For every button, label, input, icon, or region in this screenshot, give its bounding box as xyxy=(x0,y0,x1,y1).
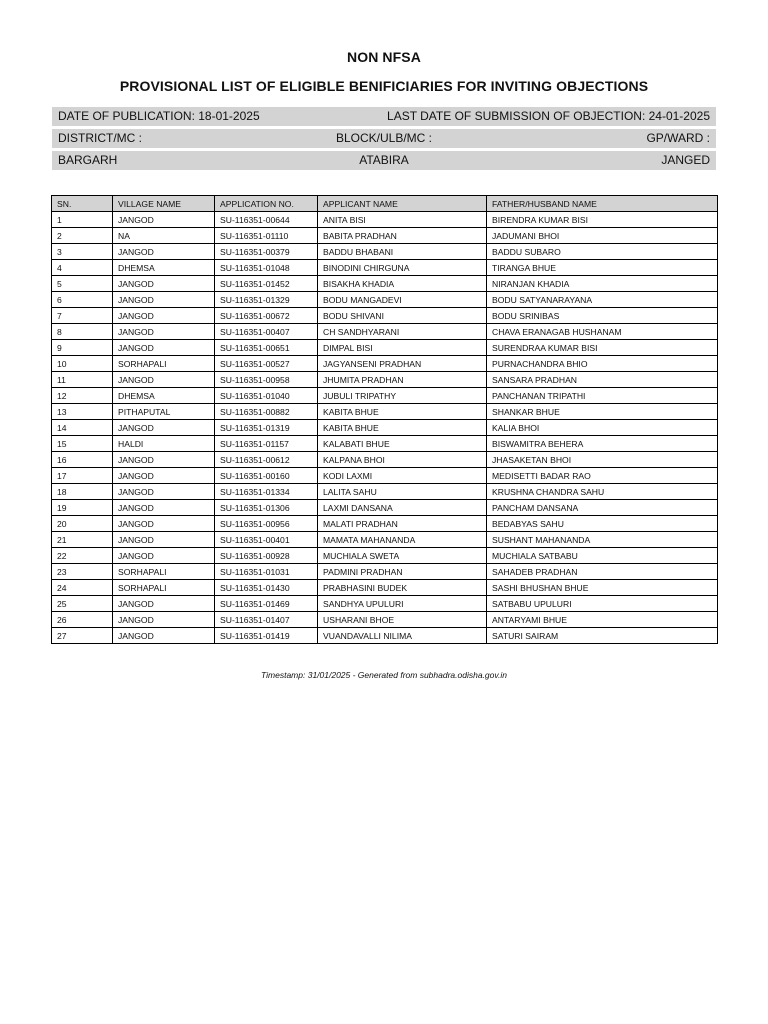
cell-application-no: SU-116351-01419 xyxy=(215,628,318,644)
cell-sn: 16 xyxy=(52,452,113,468)
table-row xyxy=(52,292,718,308)
cell-village-name: JANGOD xyxy=(113,340,215,356)
cell-father-husband-name: SATURI SAIRAM xyxy=(487,628,718,644)
cell-father-husband-name: SANSARA PRADHAN xyxy=(487,372,718,388)
cell-applicant-name: VUANDAVALLI NILIMA xyxy=(318,628,487,644)
cell-application-no: SU-116351-00956 xyxy=(215,516,318,532)
cell-sn: 19 xyxy=(52,500,113,516)
cell-application-no: SU-116351-00882 xyxy=(215,404,318,420)
cell-application-no: SU-116351-01306 xyxy=(215,500,318,516)
cell-sn: 4 xyxy=(52,260,113,276)
cell-village-name: JANGOD xyxy=(113,612,215,628)
cell-sn: 9 xyxy=(52,340,113,356)
table-row xyxy=(52,260,718,276)
cell-applicant-name: BADDU BHABANI xyxy=(318,244,487,260)
cell-father-husband-name: ANTARYAMI BHUE xyxy=(487,612,718,628)
cell-village-name: JANGOD xyxy=(113,596,215,612)
cell-application-no: SU-116351-01452 xyxy=(215,276,318,292)
cell-father-husband-name: JADUMANI BHOI xyxy=(487,228,718,244)
cell-village-name: JANGOD xyxy=(113,628,215,644)
column-header-applicant-name: APPLICANT NAME xyxy=(318,196,487,212)
cell-village-name: SORHAPALI xyxy=(113,580,215,596)
cell-applicant-name: MAMATA MAHANANDA xyxy=(318,532,487,548)
table-row xyxy=(52,372,718,388)
cell-application-no: SU-116351-00407 xyxy=(215,324,318,340)
cell-village-name: DHEMSA xyxy=(113,260,215,276)
cell-father-husband-name: SURENDRAA KUMAR BISI xyxy=(487,340,718,356)
cell-applicant-name: BISAKHA KHADIA xyxy=(318,276,487,292)
block-value: ATABIRA xyxy=(359,153,409,167)
cell-sn: 7 xyxy=(52,308,113,324)
cell-father-husband-name: PANCHAM DANSANA xyxy=(487,500,718,516)
cell-applicant-name: KABITA BHUE xyxy=(318,404,487,420)
cell-father-husband-name: SASHI BHUSHAN BHUE xyxy=(487,580,718,596)
cell-applicant-name: BINODINI CHIRGUNA xyxy=(318,260,487,276)
cell-father-husband-name: MEDISETTI BADAR RAO xyxy=(487,468,718,484)
cell-village-name: JANGOD xyxy=(113,212,215,228)
cell-application-no: SU-116351-01110 xyxy=(215,228,318,244)
cell-village-name: JANGOD xyxy=(113,548,215,564)
cell-applicant-name: MUCHIALA SWETA xyxy=(318,548,487,564)
cell-application-no: SU-116351-00612 xyxy=(215,452,318,468)
cell-village-name: JANGOD xyxy=(113,484,215,500)
location-labels-row xyxy=(52,129,716,148)
cell-application-no: SU-116351-00379 xyxy=(215,244,318,260)
cell-applicant-name: KODI LAXMI xyxy=(318,468,487,484)
district-value: BARGARH xyxy=(58,153,118,167)
cell-father-husband-name: SATBABU UPULURI xyxy=(487,596,718,612)
cell-father-husband-name: SAHADEB PRADHAN xyxy=(487,564,718,580)
cell-applicant-name: DIMPAL BISI xyxy=(318,340,487,356)
cell-applicant-name: ANITA BISI xyxy=(318,212,487,228)
block-label: BLOCK/ULB/MC : xyxy=(335,131,433,145)
cell-sn: 2 xyxy=(52,228,113,244)
cell-father-husband-name: BEDABYAS SAHU xyxy=(487,516,718,532)
cell-sn: 12 xyxy=(52,388,113,404)
column-header-sn: SN. xyxy=(52,196,113,212)
column-header-village-name: VILLAGE NAME xyxy=(113,196,215,212)
cell-village-name: JANGOD xyxy=(113,532,215,548)
cell-applicant-name: KALABATI BHUE xyxy=(318,436,487,452)
table-row xyxy=(52,244,718,260)
table-row xyxy=(52,388,718,404)
table-row xyxy=(52,324,718,340)
cell-sn: 5 xyxy=(52,276,113,292)
gp-ward-label: GP/WARD : xyxy=(646,131,710,145)
cell-village-name: JANGOD xyxy=(113,308,215,324)
cell-sn: 20 xyxy=(52,516,113,532)
cell-application-no: SU-116351-01048 xyxy=(215,260,318,276)
table-header-row xyxy=(52,196,718,212)
table-row xyxy=(52,532,718,548)
cell-applicant-name: JAGYANSENI PRADHAN xyxy=(318,356,487,372)
cell-sn: 14 xyxy=(52,420,113,436)
footer-timestamp: Timestamp: 31/01/2025 - Generated from subhadra.odisha.gov.in xyxy=(261,670,507,680)
cell-sn: 3 xyxy=(52,244,113,260)
table-body xyxy=(52,212,718,644)
table-row xyxy=(52,436,718,452)
cell-village-name: JANGOD xyxy=(113,452,215,468)
cell-application-no: SU-116351-01031 xyxy=(215,564,318,580)
document-subtitle: PROVISIONAL LIST OF ELIGIBLE BENIFICIARIES FOR INVITING OBJECTIONS xyxy=(119,78,649,94)
cell-application-no: SU-116351-00651 xyxy=(215,340,318,356)
cell-father-husband-name: NIRANJAN KHADIA xyxy=(487,276,718,292)
cell-application-no: SU-116351-01157 xyxy=(215,436,318,452)
cell-village-name: JANGOD xyxy=(113,372,215,388)
table-row xyxy=(52,452,718,468)
table-row xyxy=(52,276,718,292)
cell-village-name: SORHAPALI xyxy=(113,356,215,372)
publication-date: DATE OF PUBLICATION: 18-01-2025 xyxy=(58,109,260,123)
cell-sn: 18 xyxy=(52,484,113,500)
cell-village-name: PITHAPUTAL xyxy=(113,404,215,420)
cell-applicant-name: KALPANA BHOI xyxy=(318,452,487,468)
table-row xyxy=(52,596,718,612)
cell-application-no: SU-116351-00527 xyxy=(215,356,318,372)
cell-sn: 1 xyxy=(52,212,113,228)
table-row xyxy=(52,500,718,516)
table-row xyxy=(52,468,718,484)
cell-sn: 13 xyxy=(52,404,113,420)
table-row xyxy=(52,340,718,356)
cell-sn: 8 xyxy=(52,324,113,340)
cell-sn: 22 xyxy=(52,548,113,564)
cell-village-name: HALDI xyxy=(113,436,215,452)
document-title: NON NFSA xyxy=(347,49,421,65)
cell-village-name: JANGOD xyxy=(113,276,215,292)
cell-father-husband-name: JHASAKETAN BHOI xyxy=(487,452,718,468)
cell-applicant-name: MALATI PRADHAN xyxy=(318,516,487,532)
cell-applicant-name: KABITA BHUE xyxy=(318,420,487,436)
cell-applicant-name: BODU MANGADEVI xyxy=(318,292,487,308)
cell-sn: 15 xyxy=(52,436,113,452)
column-header-father-husband-name: FATHER/HUSBAND NAME xyxy=(487,196,718,212)
cell-father-husband-name: BIRENDRA KUMAR BISI xyxy=(487,212,718,228)
beneficiary-table xyxy=(51,195,718,644)
cell-village-name: DHEMSA xyxy=(113,388,215,404)
cell-applicant-name: SANDHYA UPULURI xyxy=(318,596,487,612)
cell-application-no: SU-116351-01430 xyxy=(215,580,318,596)
table-row xyxy=(52,612,718,628)
cell-sn: 6 xyxy=(52,292,113,308)
district-label: DISTRICT/MC : xyxy=(58,131,142,145)
cell-sn: 23 xyxy=(52,564,113,580)
cell-father-husband-name: TIRANGA BHUE xyxy=(487,260,718,276)
table-row xyxy=(52,356,718,372)
objection-last-date: LAST DATE OF SUBMISSION OF OBJECTION: 24-01-2025 xyxy=(387,109,710,123)
table-row xyxy=(52,212,718,228)
cell-applicant-name: PRABHASINI BUDEK xyxy=(318,580,487,596)
cell-applicant-name: BODU SHIVANI xyxy=(318,308,487,324)
table-row xyxy=(52,228,718,244)
cell-sn: 27 xyxy=(52,628,113,644)
cell-application-no: SU-116351-00928 xyxy=(215,548,318,564)
cell-applicant-name: CH SANDHYARANI xyxy=(318,324,487,340)
cell-father-husband-name: BODU SATYANARAYANA xyxy=(487,292,718,308)
cell-application-no: SU-116351-01040 xyxy=(215,388,318,404)
cell-village-name: JANGOD xyxy=(113,244,215,260)
cell-father-husband-name: PURNACHANDRA BHIO xyxy=(487,356,718,372)
table-row xyxy=(52,308,718,324)
location-values-row xyxy=(52,151,716,170)
cell-sn: 24 xyxy=(52,580,113,596)
cell-village-name: JANGOD xyxy=(113,516,215,532)
publication-info-row xyxy=(52,107,716,126)
table-row xyxy=(52,420,718,436)
cell-applicant-name: BABITA PRADHAN xyxy=(318,228,487,244)
cell-village-name: SORHAPALI xyxy=(113,564,215,580)
cell-sn: 25 xyxy=(52,596,113,612)
cell-application-no: SU-116351-01319 xyxy=(215,420,318,436)
cell-father-husband-name: SHANKAR BHUE xyxy=(487,404,718,420)
table-row xyxy=(52,484,718,500)
cell-father-husband-name: BADDU SUBARO xyxy=(487,244,718,260)
cell-application-no: SU-116351-01469 xyxy=(215,596,318,612)
cell-applicant-name: USHARANI BHOE xyxy=(318,612,487,628)
cell-sn: 17 xyxy=(52,468,113,484)
cell-village-name: JANGOD xyxy=(113,324,215,340)
cell-father-husband-name: BODU SRINIBAS xyxy=(487,308,718,324)
cell-sn: 21 xyxy=(52,532,113,548)
cell-application-no: SU-116351-00958 xyxy=(215,372,318,388)
cell-village-name: JANGOD xyxy=(113,420,215,436)
cell-father-husband-name: PANCHANAN TRIPATHI xyxy=(487,388,718,404)
cell-father-husband-name: MUCHIALA SATBABU xyxy=(487,548,718,564)
cell-application-no: SU-116351-01407 xyxy=(215,612,318,628)
column-header-application-no: APPLICATION NO. xyxy=(215,196,318,212)
cell-application-no: SU-116351-00672 xyxy=(215,308,318,324)
table-row xyxy=(52,564,718,580)
cell-sn: 11 xyxy=(52,372,113,388)
cell-village-name: JANGOD xyxy=(113,500,215,516)
table-row xyxy=(52,404,718,420)
cell-applicant-name: JUBULI TRIPATHY xyxy=(318,388,487,404)
cell-applicant-name: PADMINI PRADHAN xyxy=(318,564,487,580)
gp-ward-value: JANGED xyxy=(661,153,710,167)
cell-application-no: SU-116351-00160 xyxy=(215,468,318,484)
cell-father-husband-name: KALIA BHOI xyxy=(487,420,718,436)
cell-applicant-name: JHUMITA PRADHAN xyxy=(318,372,487,388)
cell-village-name: JANGOD xyxy=(113,468,215,484)
cell-sn: 10 xyxy=(52,356,113,372)
cell-applicant-name: LAXMI DANSANA xyxy=(318,500,487,516)
cell-applicant-name: LALITA SAHU xyxy=(318,484,487,500)
cell-application-no: SU-116351-01329 xyxy=(215,292,318,308)
table-row xyxy=(52,628,718,644)
cell-father-husband-name: CHAVA ERANAGAB HUSHANAM xyxy=(487,324,718,340)
table-row xyxy=(52,548,718,564)
cell-father-husband-name: SUSHANT MAHANANDA xyxy=(487,532,718,548)
table-row xyxy=(52,516,718,532)
cell-sn: 26 xyxy=(52,612,113,628)
cell-application-no: SU-116351-01334 xyxy=(215,484,318,500)
table-row xyxy=(52,580,718,596)
cell-application-no: SU-116351-00401 xyxy=(215,532,318,548)
cell-father-husband-name: BISWAMITRA BEHERA xyxy=(487,436,718,452)
cell-application-no: SU-116351-00644 xyxy=(215,212,318,228)
cell-father-husband-name: KRUSHNA CHANDRA SAHU xyxy=(487,484,718,500)
cell-village-name: JANGOD xyxy=(113,292,215,308)
cell-village-name: NA xyxy=(113,228,215,244)
